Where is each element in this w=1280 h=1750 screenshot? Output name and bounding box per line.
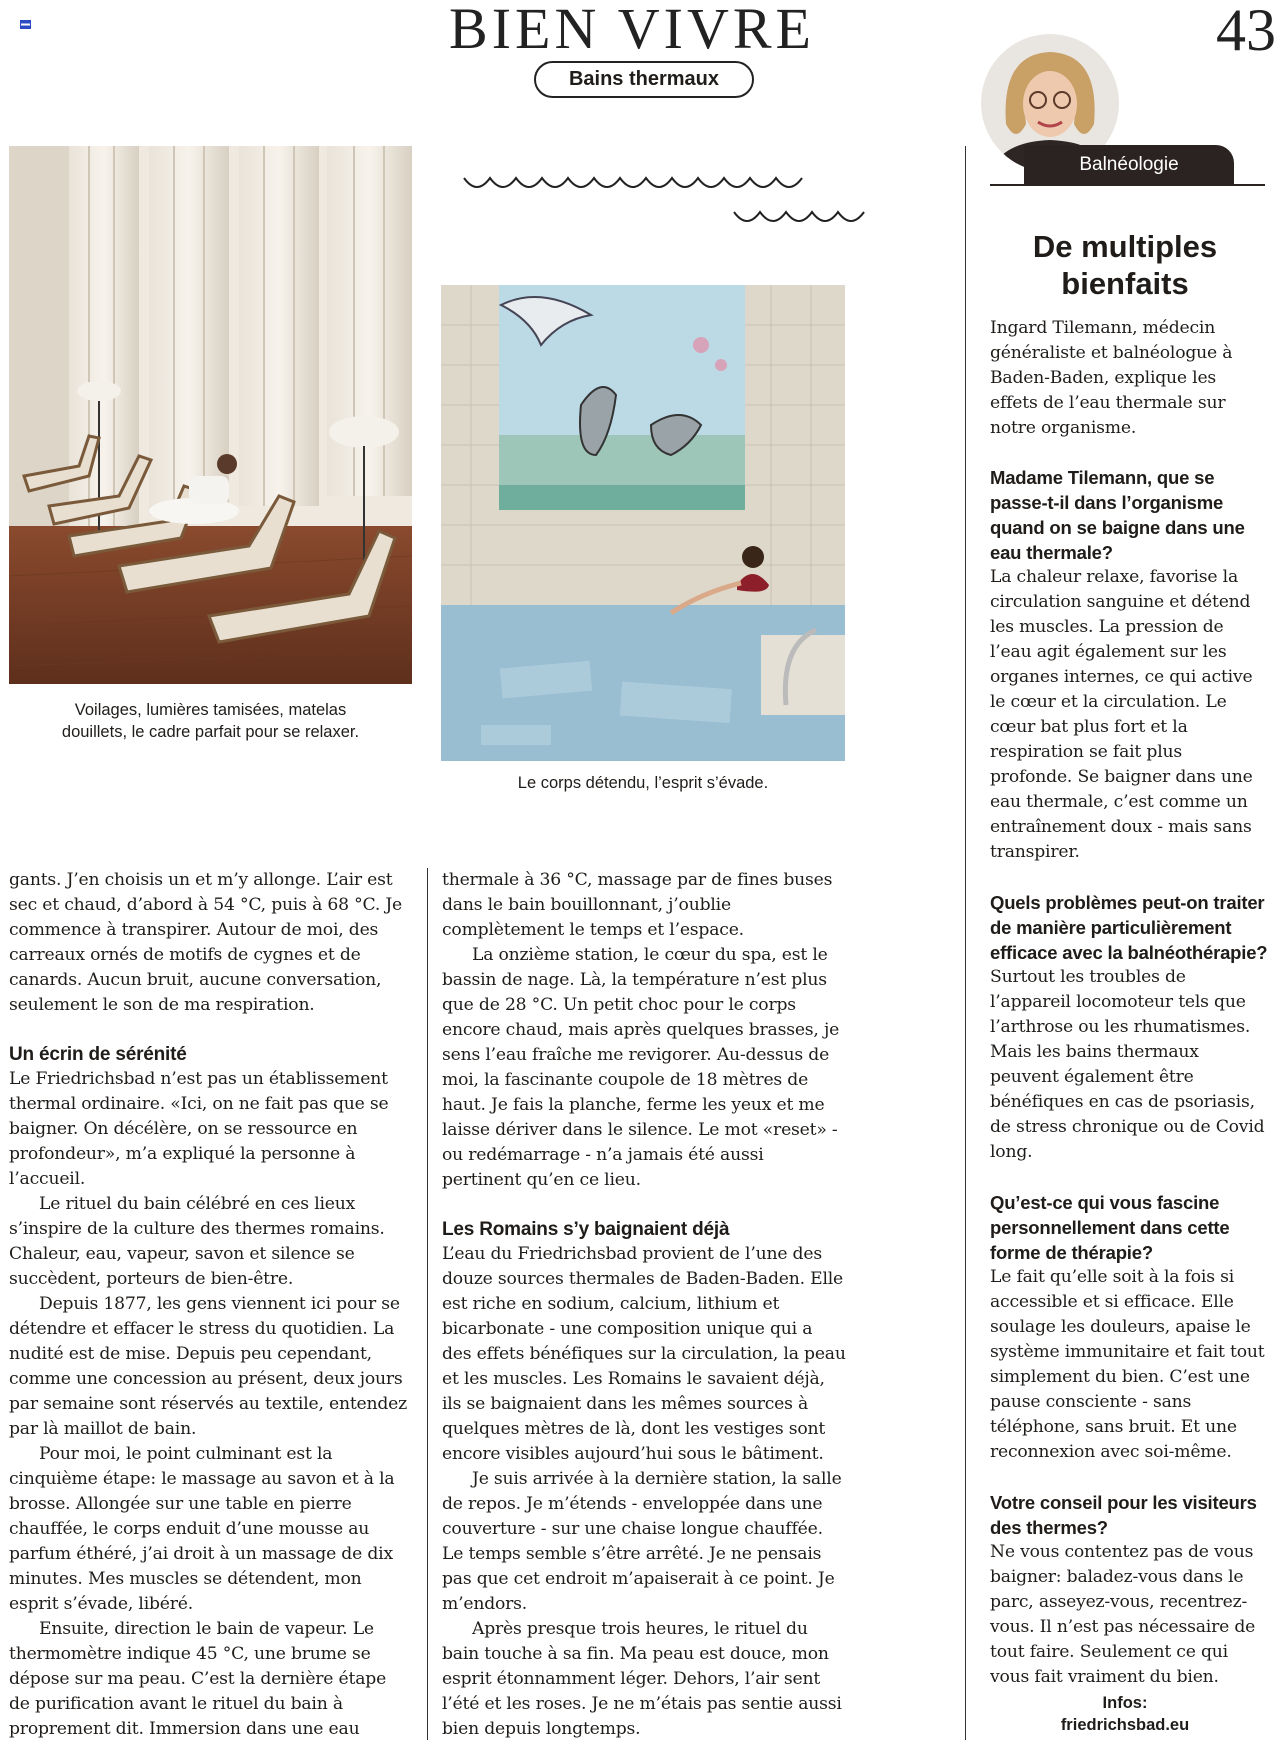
interview-sidebar [990, 316, 1268, 1690]
interview-answer: Ne vous contentez pas de vous baigner: baladez-vous dans le parc, asseyez-vous, recentrez-vous. Il n’est pas nécessaire de tout faire. Seulement ce qui vous fait vraiment du bien. [990, 1542, 1256, 1687]
tag-underline [990, 184, 1265, 186]
sidebar-title: De multiples bienfaits [1032, 229, 1218, 301]
topic-tag: Balnéologie [1024, 145, 1234, 185]
interview-question: Madame Tilemann, que se passe-t-il dans l’organisme quand on se baigne dans une eau thermale? [990, 467, 1245, 563]
sidebar-divider [965, 146, 966, 1740]
page-number: 43 [1216, 0, 1276, 63]
sidebar-intro: Ingard Tilemann, médecin généraliste et balnéologue à Baden-Baden, explique les effets de l’eau thermale sur notre organisme. [990, 318, 1233, 438]
paragraph: La onzième station, le cœur du spa, est le bassin de nage. Là, la température n’est plus que de 28 °C. Un petit choc pour le corps encore chaud, mais après quelques brasses, je sens l’eau fraîche me revigorer. Au-dessus de moi, la fascinante coupole de 18 mètres de haut. Je fais la planche, ferme les yeux et me laisse dériver dans le silence. Le mot «reset» - ou redémarrage - n’a jamais été aussi pertinent qu’en ce lieu. [442, 945, 840, 1190]
wave-decoration-icon [462, 168, 882, 238]
rubric-pill: Bains thermaux [534, 61, 754, 98]
paragraph: Le rituel du bain célébré en ces lieux s’inspire de la culture des thermes romains. Chaleur, eau, vapeur, savon et silence se succèdent, porteurs de bien-être. [9, 1194, 385, 1289]
paragraph: Après presque trois heures, le rituel du bain touche à sa fin. Ma peau est douce, mon esprit étonnamment léger. Dehors, l’air sent l’été et les roses. Je ne m’étais pas sentie aussi bien depuis longtemps. [442, 1619, 842, 1739]
interview-question: Qu’est-ce qui vous fascine personnellement dans cette forme de thérapie? [990, 1192, 1230, 1263]
subheading: Les Romains s’y baignaient déjà [442, 1219, 730, 1240]
column-divider [427, 868, 428, 1740]
infos-label: Infos: [1102, 1694, 1148, 1712]
caption-line: douillets, le cadre parfait pour se relaxer. [61, 723, 360, 741]
thermal-pool-photo [441, 285, 845, 761]
infos-link[interactable]: friedrichsbad.eu [1060, 1716, 1190, 1734]
infos-box [990, 1692, 1260, 1736]
paragraph: Ensuite, direction le bain de vapeur. Le thermomètre indique 45 °C, une brume se dépose sur ma peau. C’est la dernière étape de purification avant le rituel du bain à proprement dit. Immersion dans une eau [9, 1619, 387, 1739]
paragraph: Je suis arrivée à la dernière station, la salle de repos. Je m’étends - enveloppée dans une couverture - sur une chaise longue chauffée. Le temps semble s’être arrêté. Je ne pensais pas que cet endroit m’apaiserait à ce point. Je m’endors. [442, 1469, 842, 1614]
interview-answer: Surtout les troubles de l’appareil locomoteur tels que l’arthrose ou les rhumatismes. Mais les bains thermaux peuvent également être bénéfiques en cas de psoriasis, de stress chronique ou de Covid long. [990, 967, 1265, 1162]
paragraph: Pour moi, le point culminant est la cinquième étape: le massage au savon et à la brosse. Allongée sur une table en pierre chauffée, le corps enduit d’une mousse au parfum éthéré, j’ai droit à un massage de dix minutes. Mes muscles se détendent, mon esprit s’évade, libéré. [9, 1444, 395, 1614]
paragraph: L’eau du Friedrichsbad provient de l’une des douze sources thermales de Baden-Baden. Elle est riche en sodium, calcium, lithium et bicarbonate - une composition unique qui a des effets bénéfiques sur la circulation, la peau et les muscles. Les Romains le savaient déjà, ils se baignaient dans les mêmes sources à quelques mètres de là, dont les vestiges sont encore visibles aujourd’hui sous le bâtiment. [442, 1244, 846, 1464]
paragraph: Le Friedrichsbad n’est pas un établissement thermal ordinaire. «Ici, on ne fait pas que se baigner. On décélère, on se ressource en profondeur», m’a expliqué la personne à l’accueil. [9, 1069, 389, 1189]
article-column-1 [9, 868, 412, 1742]
relaxation-room-photo [9, 146, 412, 684]
caption-line: Voilages, lumières tamisées, matelas [74, 701, 347, 719]
paragraph: Depuis 1877, les gens viennent ici pour se détendre et effacer le stress du quotidien. La nudité est de mise. Depuis peu cependant, comme une concession au présent, deux jours par semaine sont réservés au textile, entendez par là maillot de bain. [9, 1294, 408, 1439]
subheading: Un écrin de sérénité [9, 1044, 187, 1065]
paragraph: gants. J’en choisis un et m’y allonge. L’air est sec et chaud, d’abord à 54 °C, puis à 68 °C. Je commence à transpirer. Autour de moi, des carreaux ornés de motifs de cygnes et de canards. Aucun bruit, aucune conversation, seulement le son de ma respiration. [9, 870, 403, 1015]
paragraph: thermale à 36 °C, massage par de fines buses dans le bain bouillonnant, j’oublie complètement le temps et l’espace. [442, 870, 833, 940]
interview-answer: La chaleur relaxe, favorise la circulation sanguine et détend les muscles. La pression de l’eau agit également sur les organes internes, ce qui active le cœur et la circulation. Le cœur bat plus fort et la respiration se fait plus profonde. Se baigner dans une eau thermale, c’est comme un entraînement doux - mais sans transpirer. [990, 567, 1253, 862]
interview-question: Quels problèmes peut-on traiter de manière particulièrement efficace avec la balnéothérapie? [990, 892, 1268, 963]
interview-question: Votre conseil pour les visiteurs des thermes? [990, 1492, 1257, 1538]
interview-answer: Le fait qu’elle soit à la fois si accessible et si efficace. Elle soulage les douleurs, apaise le système immunitaire et fait tout simplement du bien. C’est une pause consciente - sans téléphone, sans bruit. Et une reconnexion avec soi-même. [990, 1267, 1265, 1462]
section-title: BIEN VIVRE [449, 0, 815, 61]
article-column-2 [442, 868, 846, 1742]
center-photo-caption: Le corps détendu, l’esprit s’évade. [517, 774, 769, 792]
left-photo-caption [9, 699, 412, 743]
